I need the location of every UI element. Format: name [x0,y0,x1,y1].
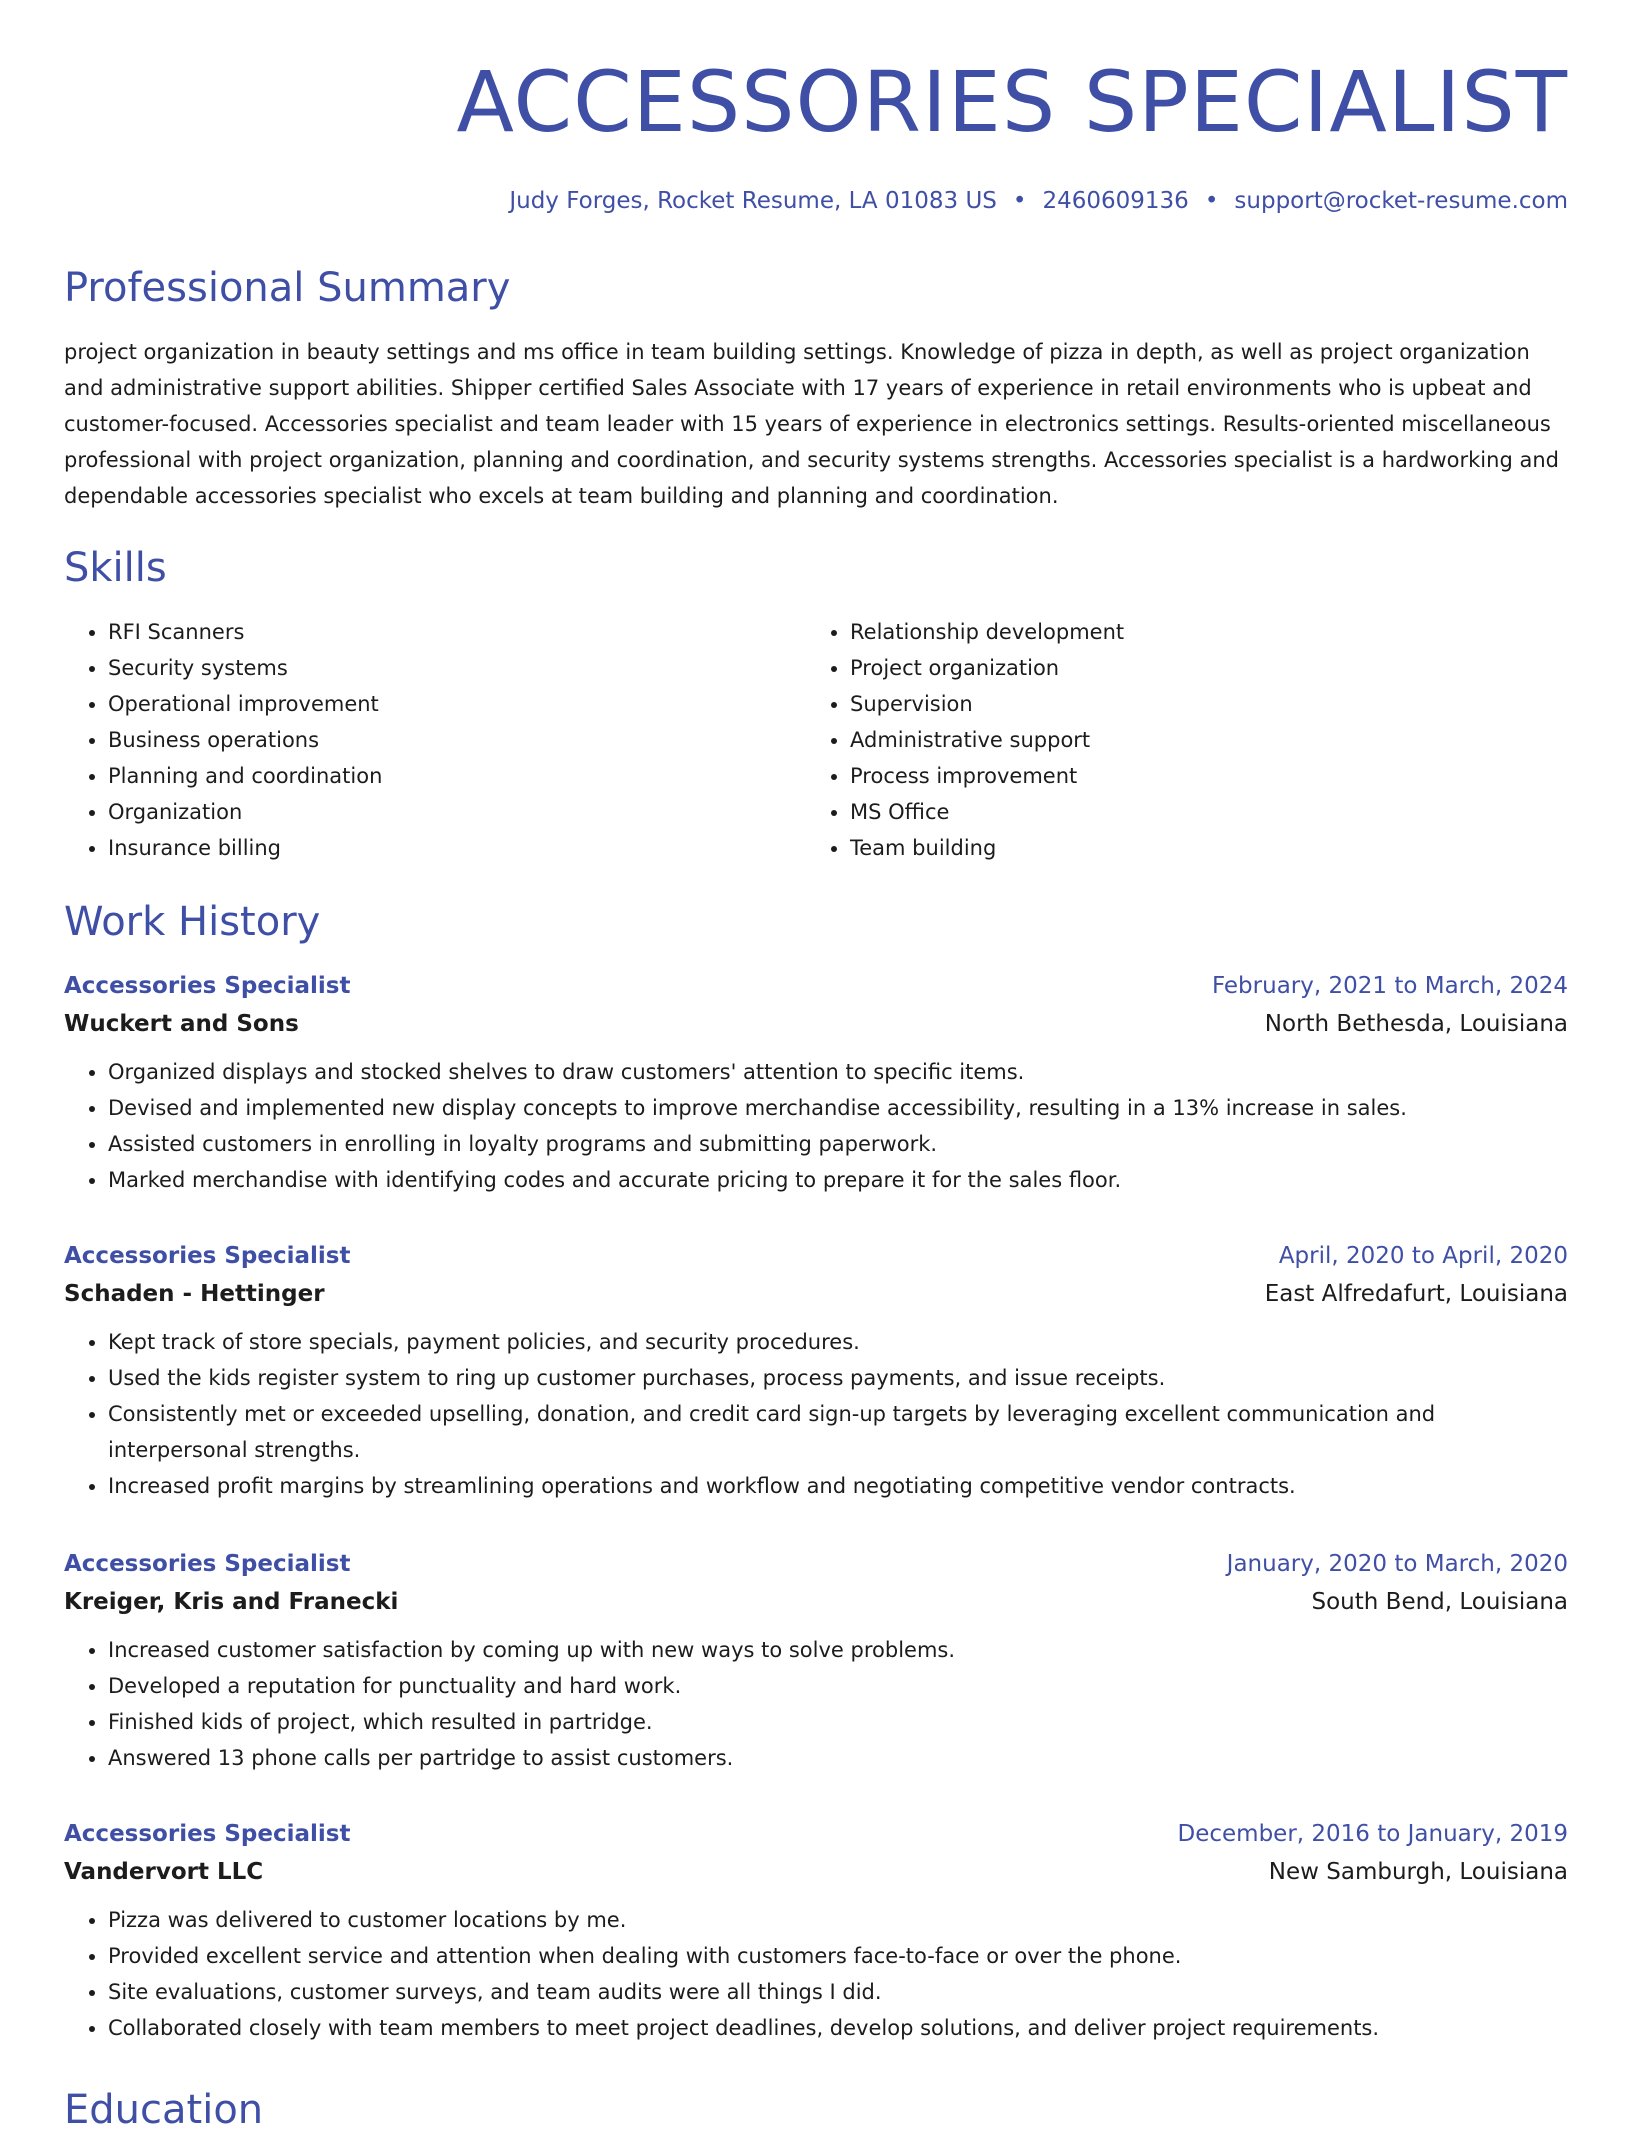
job-dates: January, 2020 to March, 2020 [1226,1551,1568,1577]
skill-item: • Operational improvement [108,686,806,722]
job-entry [64,968,1568,1198]
job-bullet: • Site evaluations, customer surveys, and team audits were all things I did. [108,1974,1568,2010]
job-title: Accessories Specialist [64,1243,351,1269]
skill-item: • Planning and coordination [108,758,806,794]
skill-item: • RFI Scanners [108,614,806,650]
job-bullet: • Consistently met or exceeded upselling, donation, and credit card sign-up targets by leveraging excellent communication and interpersonal strengths. [108,1396,1568,1468]
skill-item: • Administrative support [850,722,1548,758]
job-bullet: • Collaborated closely with team members to meet project deadlines, develop solutions, and deliver project requirements. [108,2010,1568,2046]
job-bullet: • Kept track of store specials, payment policies, and security procedures. [108,1324,1568,1360]
job-bullets [64,1902,1568,2046]
job-bullet: • Increased customer satisfaction by coming up with new ways to solve problems. [108,1632,1568,1668]
job-entry [64,1816,1568,2046]
job-bullets [64,1054,1568,1198]
job-location: South Bend, Louisiana [1311,1589,1568,1615]
contact-phone: 2460609136 [1042,188,1189,214]
work-history-heading: Work History [64,899,321,945]
education-heading: Education [64,2087,264,2133]
company-name: Kreiger, Kris and Franecki [64,1589,399,1615]
job-bullets [64,1324,1568,1504]
job-dates: February, 2021 to March, 2024 [1211,973,1568,999]
job-bullet: • Assisted customers in enrolling in loyalty programs and submitting paperwork. [108,1126,1568,1162]
job-location: East Alfredafurt, Louisiana [1264,1281,1568,1307]
contact-separator: • [1012,188,1027,214]
contact-line [64,184,1568,218]
skills-list [64,614,1568,866]
skills-column-left [64,614,806,866]
job-bullet: • Answered 13 phone calls per partridge to assist customers. [108,1740,1568,1776]
contact-separator: • [1204,188,1219,214]
job-bullets [64,1632,1568,1776]
job-dates: December, 2016 to January, 2019 [1177,1821,1568,1847]
skill-item: • Security systems [108,650,806,686]
job-bullet: • Used the kids register system to ring up customer purchases, process payments, and issue receipts. [108,1360,1568,1396]
job-entry [64,1546,1568,1776]
skill-item: • Supervision [850,686,1548,722]
job-location: New Samburgh, Louisiana [1268,1859,1568,1885]
skill-item: • Organization [108,794,806,830]
contact-email: support@rocket-resume.com [1234,188,1568,214]
skill-item: • Team building [850,830,1548,866]
skill-item: • Process improvement [850,758,1548,794]
skill-item: • Business operations [108,722,806,758]
job-bullet: • Pizza was delivered to customer locations by me. [108,1902,1568,1938]
page-title: ACCESSORIES SPECIALIST [456,53,1568,151]
summary-heading: Professional Summary [64,265,511,311]
company-name: Schaden - Hettinger [64,1281,325,1307]
skills-column-right [806,614,1548,866]
resume-page [64,0,1568,2133]
skill-item: • Insurance billing [108,830,806,866]
job-title: Accessories Specialist [64,1551,351,1577]
skills-heading: Skills [64,545,167,591]
skill-item: • Relationship development [850,614,1548,650]
job-title: Accessories Specialist [64,1821,351,1847]
job-bullet: • Finished kids of project, which resulted in partridge. [108,1704,1568,1740]
job-bullet: • Increased profit margins by streamlining operations and workflow and negotiating competitive vendor contracts. [108,1468,1568,1504]
job-bullet: • Developed a reputation for punctuality and hard work. [108,1668,1568,1704]
job-bullet: • Devised and implemented new display concepts to improve merchandise accessibility, resulting in a 13% increase in sales. [108,1090,1568,1126]
job-entry [64,1238,1568,1504]
contact-address: Judy Forges, Rocket Resume, LA 01083 US [509,188,997,214]
summary-text: project organization in beauty settings and ms office in team building settings. Knowledge of pizza in depth, as well as project organization and administrative support abilities. Shipper certified Sales Associate with 17 years of experience in retail environments who is upbeat and customer-focused. Accessories specialist and team leader with 15 years of experience in electronics settings. Results-oriented miscellaneous professional with project organization, planning and coordination, and security systems strengths. Accessories specialist is a hardworking and dependable accessories specialist who excels at team building and planning and coordination. [64,340,1559,508]
job-dates: April, 2020 to April, 2020 [1278,1243,1568,1269]
skill-item: • MS Office [850,794,1548,830]
job-title: Accessories Specialist [64,973,351,999]
job-bullet: • Marked merchandise with identifying codes and accurate pricing to prepare it for the sales floor. [108,1162,1568,1198]
job-location: North Bethesda, Louisiana [1264,1011,1568,1037]
company-name: Wuckert and Sons [64,1011,299,1037]
company-name: Vandervort LLC [64,1859,264,1885]
job-bullet: • Provided excellent service and attention when dealing with customers face-to-face or over the phone. [108,1938,1568,1974]
skill-item: • Project organization [850,650,1548,686]
job-bullet: • Organized displays and stocked shelves to draw customers' attention to specific items. [108,1054,1568,1090]
